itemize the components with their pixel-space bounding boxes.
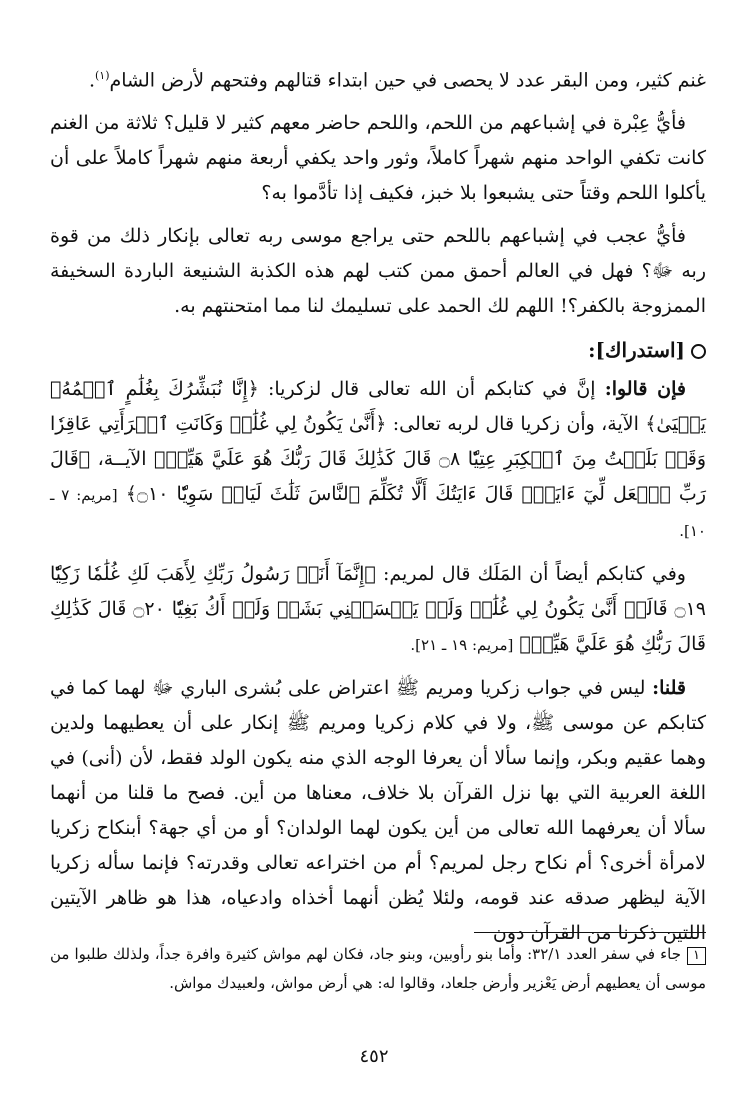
paragraph-6 [50, 671, 706, 951]
footnotes [50, 940, 706, 998]
reply-lead: قلنا: [652, 677, 686, 700]
footnote-marker: (١) [94, 69, 110, 82]
footnote-text: جاء في سفر العدد ٣٢/١: وأما بنو رأوبين، وبنو جاد، فكان لهم مواش كثيرة وافرة جداً، ولذلك طلبوا من موسى أن يعطيهم أرض يَعْزير وأرض جلعاد، وقالوا له: هي أرض مواش، ولعبيدك مواش. [50, 945, 706, 992]
circle-bullet-icon [691, 344, 706, 359]
paragraph-5 [50, 557, 706, 663]
section-heading-text: [استدراك]: [588, 338, 685, 363]
paragraph-6-text: ليس في جواب زكريا ومريم ﷺ اعتراض على بُشرى الباري ﷻ لهما كما في كتابكم عن موسى ﷺ، ولا في كلام زكريا ومريم ﷺ إنكار على أن يعطيهما ولدين وهما عقيم وبكر، وإنما سألا أن يعرفا الوجه الذي منه يكون الولد فقط، لأن (أنى) في اللغة العربية التي بها نزل القرآن بلا خلاف، معناها من أين. فصح ما قلنا من أنهما سألا أن يعرفهما الله تعالى من أين يكون لهما الولدان؟ أو من أي جهة؟ أبنكاح زكريا لامرأة أخرى؟ أم نكاح رجل لمريم؟ أم من اختراعه تعالى وقدرته؟ فإنما سأله زكريا الآية ليظهر صدقه عند قومه، ولئلا يُظن أنهما أخذاه وادعياه، هذا هو ظاهر الآيتين اللتين ذكرنا من القرآن دون [50, 677, 706, 945]
footnote-number: ١ [687, 947, 706, 965]
paragraph-1 [50, 58, 706, 98]
paragraph-5-text: وفي كتابكم أيضاً أن المَلَك قال لمريم: ﴿إِنَّمَآ أَنَا۠ رَسُولُ رَبِّكِ لِأَهَبَ لَكِ غُلَٰمٗا زَكِيّٗا ۝١٩ قَالَتۡ أَنَّىٰ يَكُونُ لِي غُلَٰمٞ وَلَمۡ يَمۡسَسۡنِي بَشَرٞ وَلَمۡ أَكُ بَغِيّٗا ۝٢٠ قَالَ كَذَٰلِكِ قَالَ رَبُّكِ هُوَ عَلَيَّ هَيِّنٞ﴾ [50, 563, 706, 656]
paragraph-2: فأيُّ عِبْرة في إشباعهم من اللحم، واللحم حاضر معهم كثير لا قليل؟ ثلاثة من الغنم كانت تكفي الواحد منهم شهراً كاملاً، وثور واحد يكفي أربعة منهم شهراً كاملاً على أن يأكلوا اللحم وقتاً حتى يشبعوا بلا خبز، فكيف إذا تأدَّموا به؟ [50, 112, 706, 205]
paragraph-4-text: إنَّ في كتابكم أن الله تعالى قال لزكريا: ﴿إِنَّا نُبَشِّرُكَ بِغُلَٰمٍ ٱسۡمُهُۥ يَحۡيَىٰ﴾ الآية، وأن زكريا قال لربه تعالى: ﴿أَنَّىٰ يَكُونُ لِي غُلَٰمٞ وَكَانَتِ ٱمۡرَأَتِي عَاقِرٗا وَقَدۡ بَلَغۡتُ مِنَ ٱلۡكِبَرِ عِتِيّٗا ۝٨ قَالَ كَذَٰلِكَ قَالَ رَبُّكَ هُوَ عَلَيَّ هَيِّنٞ﴾ الآيــة، ﴿قَالَ رَبِّ ٱجۡعَل لِّيٓ ءَايَةٗۚ قَالَ ءَايَتُكَ أَلَّا تُكَلِّمَ ٱلنَّاسَ ثَلَٰثَ لَيَالٖ سَوِيّٗا ۝١٠﴾ [50, 378, 706, 506]
paragraph-1-text: غنم كثير، ومن البقر عدد لا يحصى في حين ابتداء قتالهم وفتحهم لأرض الشام [109, 69, 706, 92]
paragraph-3: فأيُّ عجب في إشباعهم باللحم حتى يراجع موسى ربه تعالى بإنكار ذلك من قوة ربه ﷻ؟ فهل في العالم أحمق ممن كتب لهم هذه الكذبة الشنيعة الباردة السخيفة الممزوجة بالكفر؟! اللهم لك الحمد على تسليمك لنا مما امتحنتهم به. [50, 225, 706, 318]
quran-reference: [مريم: ١٩ ـ ٢١]. [410, 636, 514, 655]
section-heading [50, 332, 706, 368]
paragraph-1-end: . [88, 69, 95, 92]
quran-reference: [مريم: ٧ ـ ١٠]. [50, 486, 706, 541]
footnote-divider [474, 932, 706, 933]
paragraph-4 [50, 372, 706, 549]
page-number: ٤٥٢ [359, 1046, 389, 1067]
main-text [50, 58, 706, 959]
objection-lead: فإن قالوا: [604, 378, 686, 401]
